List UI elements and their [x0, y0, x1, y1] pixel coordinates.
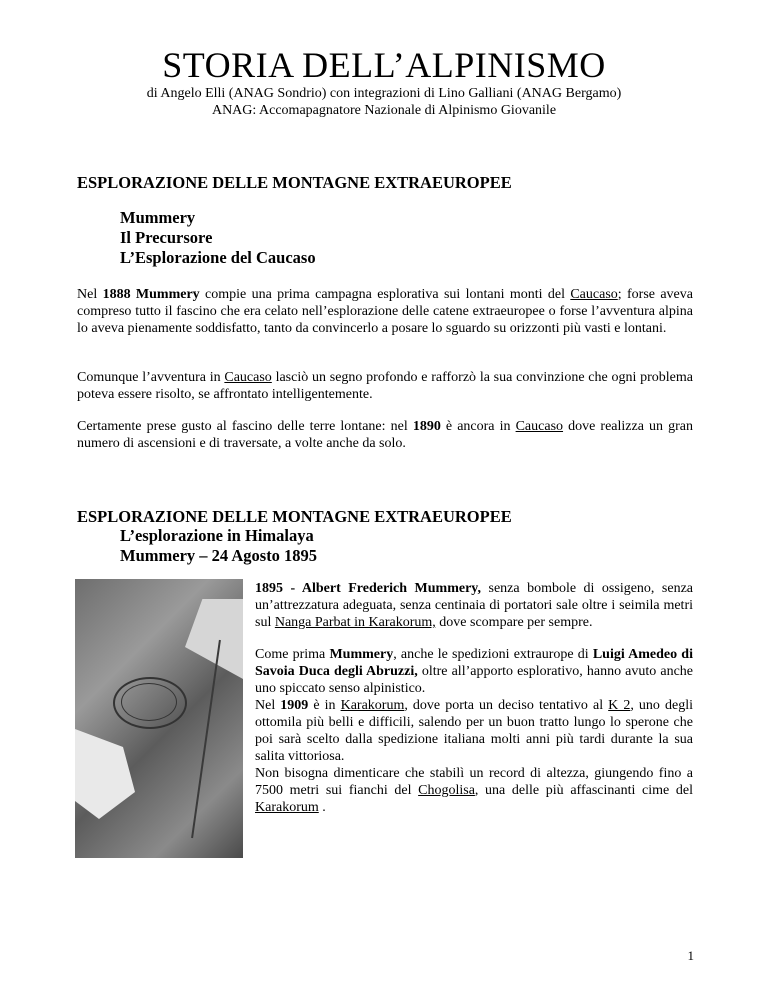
page-title: STORIA DELL’ALPINISMO	[162, 45, 606, 85]
page-number: 1	[687, 948, 694, 963]
section2-paragraph-4: Non bisogna dimenticare che stabilì un record di altezza, giungendo fino a 7500 metri sui fianchi del Chogolisa, una delle più affascinanti cime del Karakorum .	[255, 766, 693, 815]
section1-subheading-1: Mummery	[120, 208, 196, 227]
section2-paragraph-3: Nel 1909 è in Karakorum, dove porta un deciso tentativo al K 2, uno degli ottomila più belli e difficili, salendo per un buon tratto lungo lo sperone che poi sarà scelto dalla spedizione italiana molti anni più tardi durante la sua salita vittoriosa.	[255, 698, 693, 764]
section1-paragraph-2: Comunque l’avventura in Caucaso lasciò un segno profondo e rafforzò la sua convinzione che ogni problema poteva essere risolto, se affrontato intelligentemente.	[77, 370, 694, 402]
section1-paragraph-3: Certamente prese gusto al fascino delle terre lontane: nel 1890 è ancora in Caucaso dove realizza un gran numero di ascensioni e di traversate, a volte anche da solo.	[77, 419, 693, 451]
author-line: di Angelo Elli (ANAG Sondrio) con integrazioni di Lino Galliani (ANAG Bergamo)	[146, 86, 622, 101]
section2-paragraph-1: 1895 - Albert Frederich Mummery, senza bombole di ossigeno, senza un’attrezzatura adeguata, senza centinaia di portatori sale oltre i seimila metri sul Nanga Parbat in Karakorum, dove scompare per sempre.	[255, 581, 693, 630]
section2-heading: ESPLORAZIONE DELLE MONTAGNE EXTRAEUROPEE	[77, 507, 512, 526]
anag-definition: ANAG: Accomapagnatore Nazionale di Alpinismo Giovanile	[211, 103, 557, 118]
section2-subheading-1: L’esplorazione in Himalaya	[120, 526, 314, 545]
section2-subheading-2: Mummery – 24 Agosto 1895	[120, 546, 318, 565]
section2-paragraph-2: Come prima Mummery, anche le spedizioni extraurope di Luigi Amedeo di Savoia Duca degli Abruzzi, oltre all’apporto esplorativo, hanno avuto anche uno spiccato senso alpinistico.	[255, 647, 693, 696]
section1-subheading-2: Il Precursore	[120, 228, 213, 247]
section1-subheading-3: L’Esplorazione del Caucaso	[120, 248, 316, 267]
section1-paragraph-1: Nel 1888 Mummery compie una prima campagna esplorativa sui lontani monti del Caucaso; forse aveva compreso tutto il fascino che era celato nell’esplorazione delle catene extraeuropee o forse l’avventura alpina lo aveva pienamente soddisfatto, tanto da convincerlo a posare lo sguardo su orizzonti più vasti e lontani.	[77, 287, 693, 336]
section1-heading: ESPLORAZIONE DELLE MONTAGNE EXTRAEUROPEE	[77, 173, 512, 192]
mummery-photo	[75, 579, 243, 858]
